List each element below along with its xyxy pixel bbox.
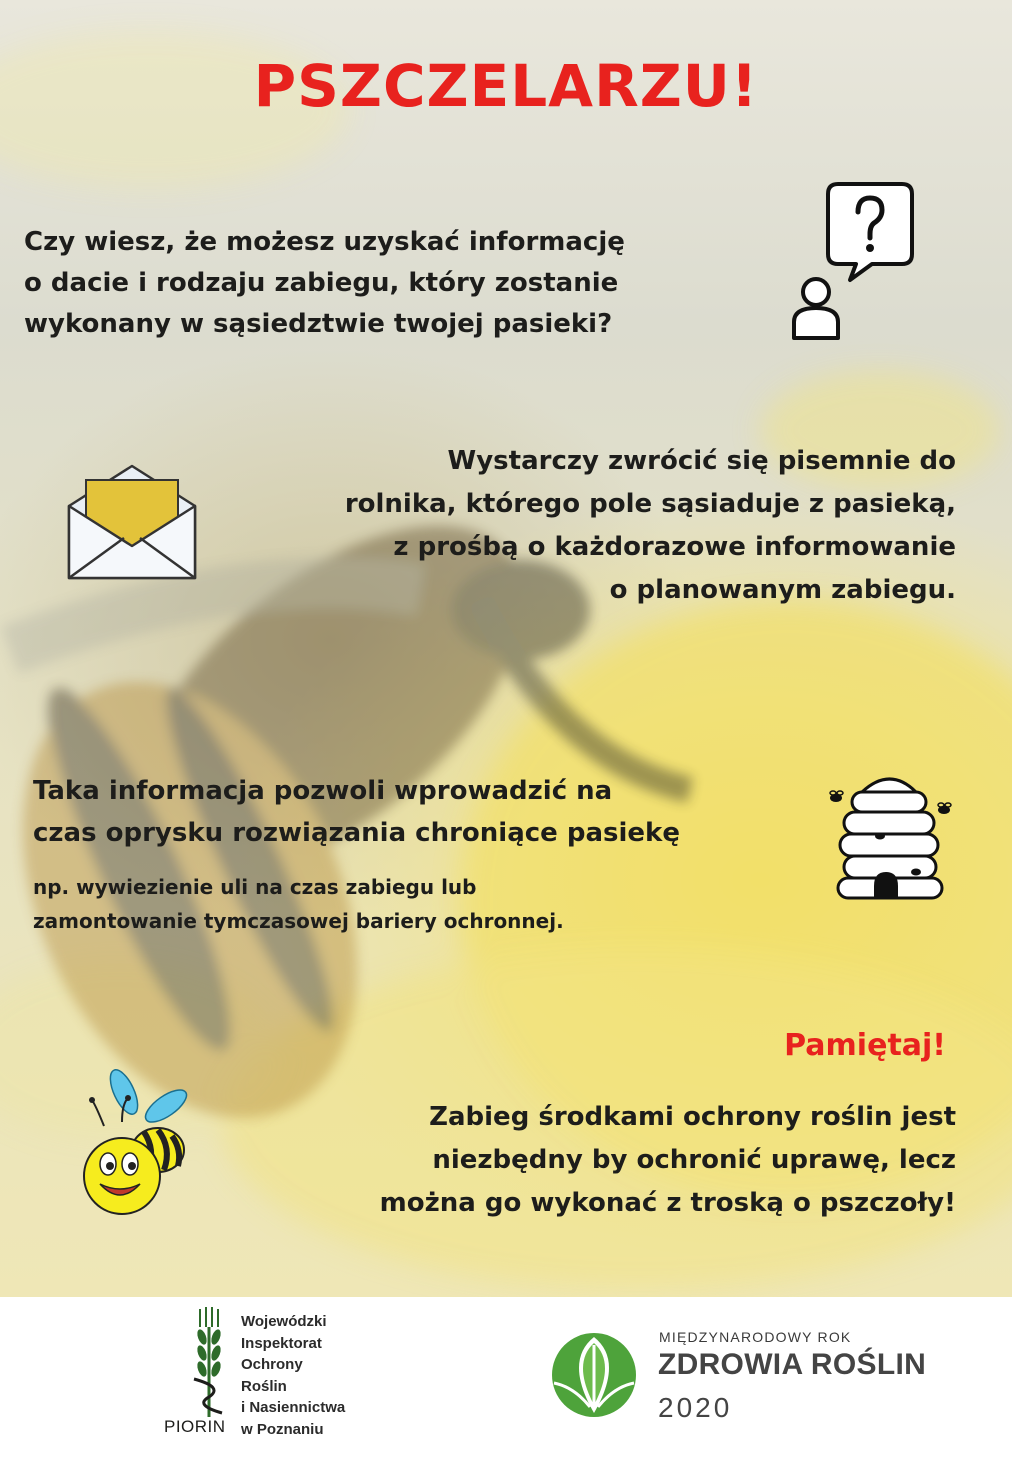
question-text [24, 222, 724, 345]
example-text [33, 870, 753, 938]
piorin-line: i Nasiennictwa [241, 1399, 346, 1416]
piorin-line: Ochrony [241, 1356, 303, 1373]
info-text [33, 770, 793, 854]
example-line: np. wywiezienie uli na czas zabiegu lub [33, 875, 477, 899]
piorin-name [241, 1311, 345, 1440]
piorin-wordmark: PIORIN [164, 1417, 226, 1436]
iyph-year: 2020 [658, 1392, 733, 1423]
piorin-line: Roślin [241, 1377, 287, 1395]
question-line: Czy wiesz, że możesz uzyskać informację [24, 227, 625, 257]
final-line: można go wykonać z troską o pszczoły! [379, 1188, 956, 1218]
beehive-icon [824, 768, 958, 904]
write-request-text [276, 440, 956, 612]
iyph-line2: ZDROWIA ROŚLIN [658, 1348, 927, 1381]
page-title: PSZCZELARZU! [253, 52, 759, 120]
leaf-logo-icon [550, 1331, 638, 1419]
info-line: Taka informacja pozwoli wprowadzić na [33, 776, 613, 806]
person-question-icon [786, 180, 918, 342]
question-line: wykonany w sąsiedztwie twojej pasieki? [24, 309, 613, 339]
info-line: czas oprysku rozwiązania chroniące pasiekę [33, 818, 680, 848]
write-line: o planowanym zabiegu. [609, 575, 956, 605]
example-line: zamontowanie tymczasowej bariery ochronnej. [33, 909, 564, 933]
write-line: Wystarczy zwrócić się pisemnie do [447, 446, 956, 476]
remember-heading: Pamiętaj! [784, 1028, 946, 1063]
final-line: Zabieg środkami ochrony roślin jest [429, 1102, 956, 1132]
piorin-line: Wojewódzki [241, 1313, 327, 1330]
iyph-line1: MIĘDZYNARODOWY ROK [659, 1329, 852, 1345]
piorin-line: Inspektorat [241, 1334, 322, 1352]
final-line: niezbędny by ochronić uprawę, lecz [432, 1145, 956, 1175]
cartoon-bee-icon [82, 1066, 192, 1220]
wheat-logo-icon [186, 1307, 232, 1419]
write-line: z prośbą o każdorazowe informowanie [393, 532, 956, 562]
envelope-icon [66, 462, 198, 582]
footer [0, 1297, 1012, 1459]
write-line: rolnika, którego pole sąsiaduje z pasieką, [344, 489, 956, 519]
question-line: o dacie i rodzaju zabiegu, który zostanie [24, 268, 619, 298]
final-text [316, 1096, 956, 1225]
piorin-line: w Poznaniu [241, 1420, 324, 1438]
